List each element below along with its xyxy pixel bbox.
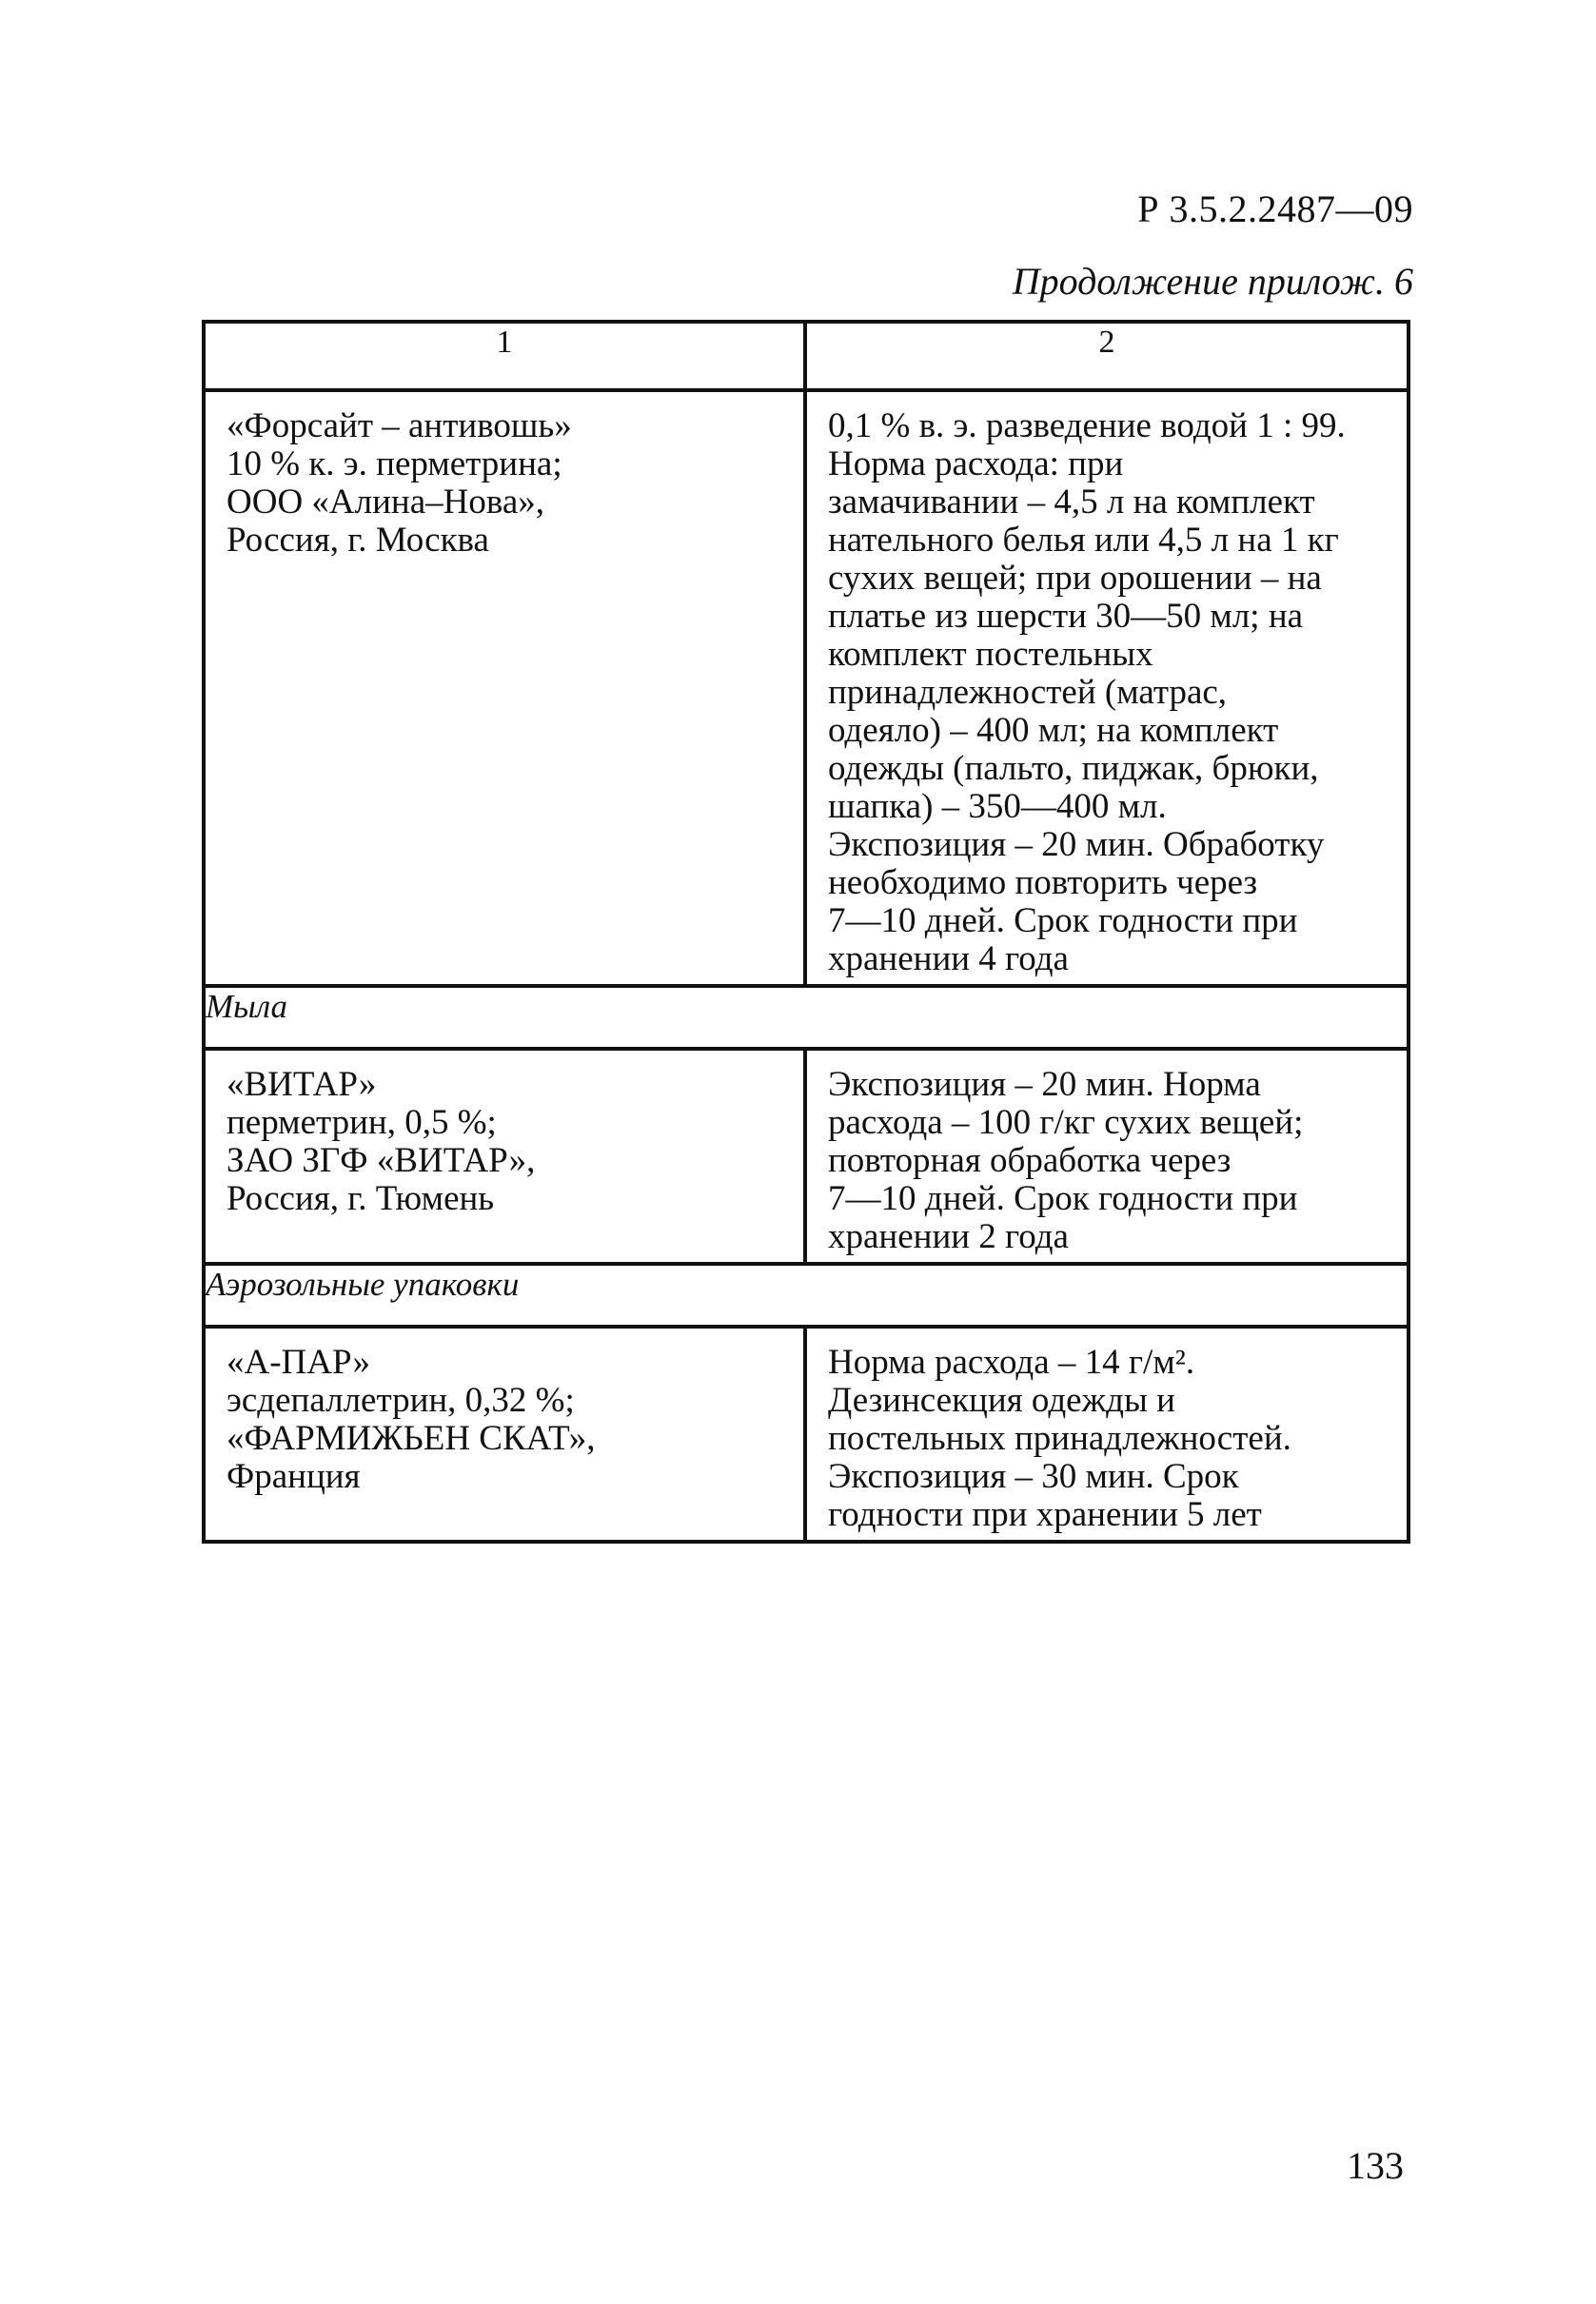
text-line: Норма расхода: при bbox=[828, 444, 1124, 483]
text-line: Дезинсекция одежды и bbox=[828, 1381, 1175, 1420]
column-header-2: 2 bbox=[805, 322, 1409, 390]
text-line: необходимо повторить через bbox=[828, 863, 1258, 902]
text-line: постельных принадлежностей. bbox=[828, 1419, 1291, 1458]
text-line: ЗАО ЗГФ «ВИТАР», bbox=[227, 1141, 536, 1180]
section-row bbox=[204, 1264, 1409, 1327]
text-line: расхода – 100 г/кг сухих вещей; bbox=[828, 1103, 1304, 1142]
column-header-1: 1 bbox=[204, 322, 805, 390]
table-row bbox=[204, 390, 1409, 986]
table-header-row bbox=[204, 322, 1409, 390]
text-line: одежды (пальто, пиджак, брюки, bbox=[828, 749, 1319, 788]
document-table bbox=[202, 320, 1410, 1544]
text-line: 0,1 % в. э. разведение водой 1 : 99. bbox=[828, 406, 1346, 445]
text-line: годности при хранении 5 лет bbox=[828, 1495, 1262, 1534]
text-line: хранении 2 года bbox=[828, 1217, 1069, 1256]
text-line: принадлежностей (матрас, bbox=[828, 673, 1228, 712]
text-line: «ВИТАР» bbox=[227, 1065, 377, 1104]
section-label-aerosols: Аэрозольные упаковки bbox=[204, 1264, 1409, 1327]
text-line: комплект постельных bbox=[828, 635, 1153, 674]
product-cell bbox=[204, 1327, 805, 1542]
appendix-continuation: Продолжение прилож. 6 bbox=[1012, 260, 1413, 303]
product-cell bbox=[204, 1049, 805, 1264]
document-code: Р 3.5.2.2487—09 bbox=[1137, 187, 1413, 230]
text-line: шапка) – 350—400 мл. bbox=[828, 787, 1167, 826]
text-line: «Форсайт – антивошь» bbox=[227, 406, 572, 445]
text-line: Экспозиция – 20 мин. Обработку bbox=[828, 825, 1325, 864]
text-line: хранении 4 года bbox=[828, 939, 1069, 978]
text-line: ООО «Алина–Нова», bbox=[227, 482, 544, 522]
text-line: 7—10 дней. Срок годности при bbox=[828, 901, 1298, 940]
text-line: нательного белья или 4,5 л на 1 кг bbox=[828, 521, 1339, 560]
text-line: повторная обработка через bbox=[828, 1141, 1231, 1180]
usage-cell bbox=[805, 390, 1409, 986]
table-row bbox=[204, 1049, 1409, 1264]
text-line: сухих вещей; при орошении – на bbox=[828, 559, 1322, 598]
text-line: Норма расхода – 14 г/м². bbox=[828, 1343, 1195, 1382]
text-line: Экспозиция – 30 мин. Срок bbox=[828, 1457, 1239, 1496]
text-line: одеяло) – 400 мл; на комплект bbox=[828, 711, 1279, 750]
usage-cell bbox=[805, 1327, 1409, 1542]
text-line: «ФАРМИЖЬЕН СКАТ», bbox=[227, 1419, 596, 1458]
text-line: эсдепаллетрин, 0,32 %; bbox=[227, 1381, 575, 1420]
text-line: 10 % к. э. перметрина; bbox=[227, 444, 562, 483]
table-row bbox=[204, 1327, 1409, 1542]
text-line: замачивании – 4,5 л на комплект bbox=[828, 482, 1315, 522]
text-line: «А-ПАР» bbox=[227, 1343, 370, 1382]
text-line: Россия, г. Тюмень bbox=[227, 1179, 495, 1218]
text-line: платье из шерсти 30—50 мл; на bbox=[828, 597, 1304, 636]
text-line: Экспозиция – 20 мин. Норма bbox=[828, 1065, 1261, 1104]
text-line: Франция bbox=[227, 1457, 361, 1496]
product-cell bbox=[204, 390, 805, 986]
text-line: перметрин, 0,5 %; bbox=[227, 1103, 497, 1142]
page-number: 133 bbox=[1347, 2144, 1404, 2187]
text-line: 7—10 дней. Срок годности при bbox=[828, 1179, 1298, 1218]
usage-cell bbox=[805, 1049, 1409, 1264]
section-row bbox=[204, 986, 1409, 1049]
text-line: Россия, г. Москва bbox=[227, 521, 489, 560]
section-label-soaps: Мыла bbox=[204, 986, 1409, 1049]
